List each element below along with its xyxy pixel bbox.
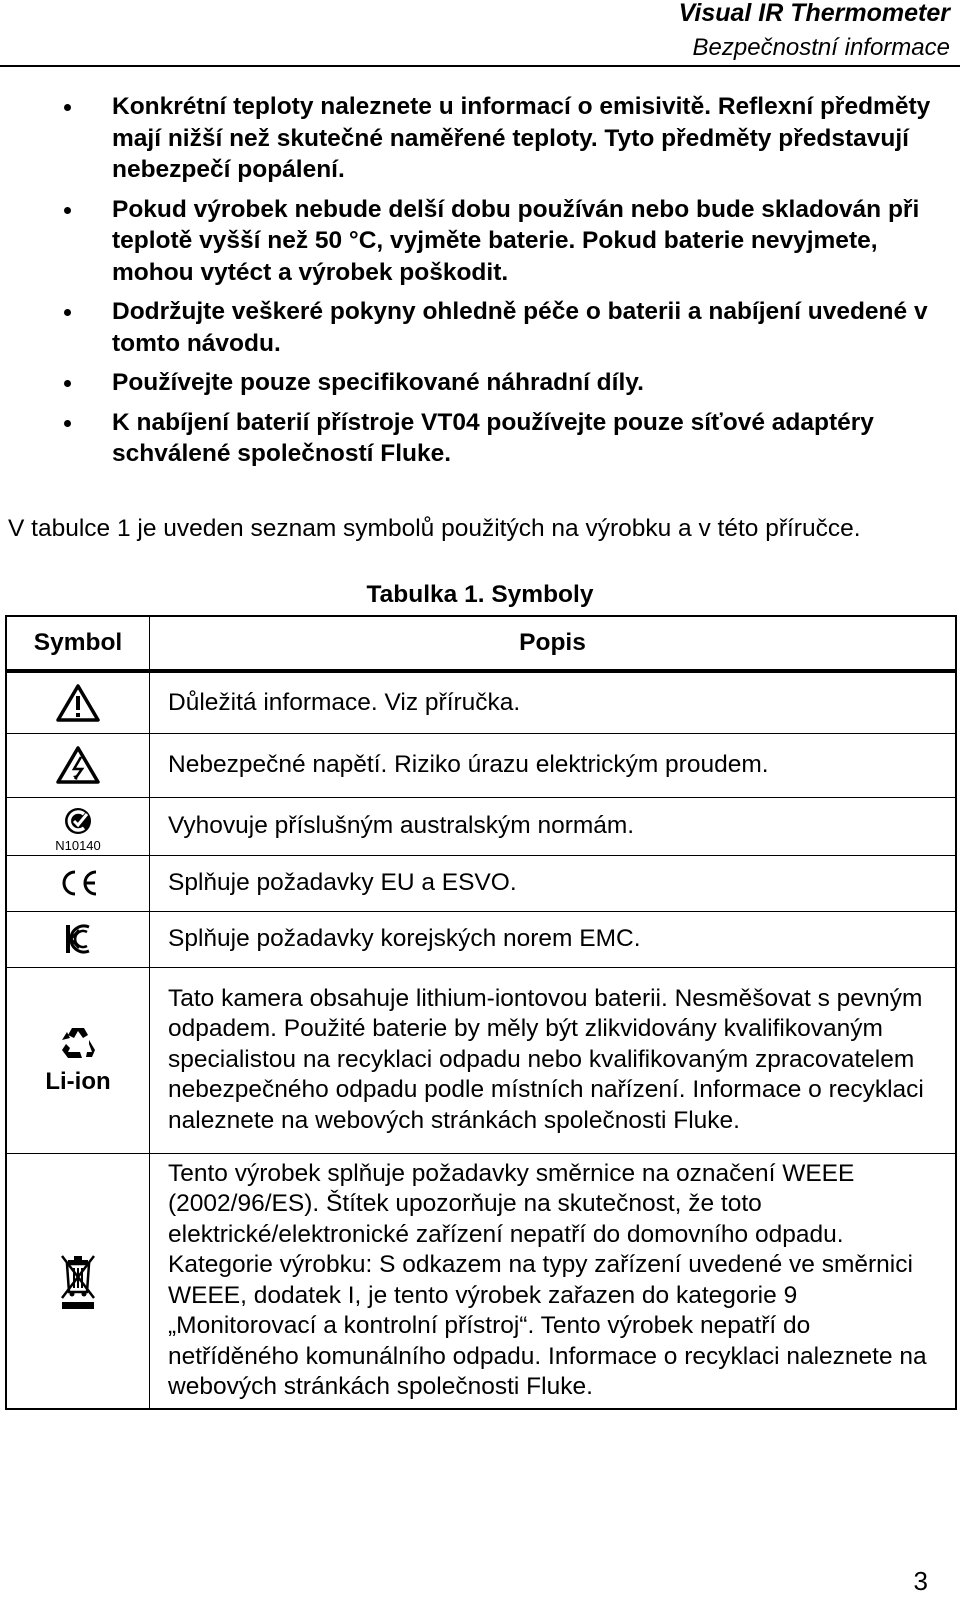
bullet-item: Dodržujte veškeré pokyny ohledně péče o baterii a nabíjení uvedené v tomto návodu. [54,296,934,359]
row-description: Splňuje požadavky korejských norem EMC. [150,911,957,967]
header-symbol: Symbol [6,616,150,671]
document-title: Visual IR Thermometer [678,0,950,27]
table-row [6,855,956,911]
table-row [6,797,956,855]
bullet-item: K nabíjení baterií přístroje VT04 používejte pouze síťové adaptéry schválené společností Fluke. [54,407,934,470]
row-description: Splňuje požadavky EU a ESVO. [150,855,957,911]
section-title: Bezpečnostní informace [692,34,950,61]
table-row [6,671,956,733]
symbol-label: Li-ion [45,1068,111,1095]
intro-paragraph: V tabulce 1 je uveden seznam symbolů použitých na výrobku a v této příručce. [8,515,861,542]
bullet-dot [64,104,71,111]
bullet-item: Používejte pouze specifikované náhradní díly. [54,367,934,399]
bullet-dot [64,309,71,316]
symbol-label: N10140 [55,837,101,853]
page-header [679,0,950,62]
bullet-item: Konkrétní teploty naleznete u informací o emisivitě. Reflexní předměty mají nižší než skutečné naměřené teploty. Tyto předměty představují nebezpečí popálení. [54,91,934,186]
table-row [6,1153,956,1409]
high-voltage-icon [56,745,100,785]
row-description: Vyhovuje příslušným australským normám. [150,797,957,855]
table-row [6,967,956,1153]
kc-mark-icon [63,922,93,956]
table-row [6,911,956,967]
header-description: Popis [150,616,957,671]
row-description: Důležitá informace. Viz příručka. [150,671,957,733]
bullet-dot [64,380,71,387]
symbols-table [5,615,957,1410]
safety-bullet-list [54,91,934,478]
bullet-dot [64,420,71,427]
table-caption: Tabulka 1. Symboly [366,581,594,608]
row-description: Tato kamera obsahuje lithium-iontovou baterii. Nesměšovat s pevným odpadem. Použité baterie by měly být zlikvidovány kvalifikovaným specialistou na recyklaci odpadu nebo kvalifikovaným zpracovatelem nebezpečného odpadu podle místních nařízení. Informace o recyklaci naleznete na webových stránkách společnosti Fluke. [150,967,957,1153]
row-description: Nebezpečné napětí. Riziko úrazu elektrickým proudem. [150,733,957,797]
page-number: 3 [913,1566,928,1596]
bullet-item: Pokud výrobek nebude delší dobu používán nebo bude skladován při teplotě vyšší než 50 °C, vyjměte baterie. Pokud baterie nevyjmete, mohou vytéct a výrobek poškodit. [54,194,934,289]
bullet-dot [64,207,71,214]
row-description: Tento výrobek splňuje požadavky směrnice na označení WEEE (2002/96/ES). Štítek upozorňuje na skutečnost, že toto elektrické/elektronické zařízení nepatří do domovního odpadu. Kategorie výrobku: S odkazem na typy zařízení uvedené ve směrnici WEEE, dodatek I, je tento výrobek zařazen do kategorie 9 „Monitorovací a kontrolní přístroj“. Tento výrobek nepatří do netříděného komunálního odpadu. Informace o recyklaci naleznete na webových stránkách společnosti Fluke. [150,1153,957,1409]
table-row [6,733,956,797]
recycle-icon [56,1024,100,1064]
warning-icon [56,683,100,723]
c-tick-icon [61,806,95,836]
header-divider [0,65,960,67]
weee-bin-icon [58,1252,98,1310]
ce-mark-icon [56,868,100,898]
table-header-row [6,616,956,671]
